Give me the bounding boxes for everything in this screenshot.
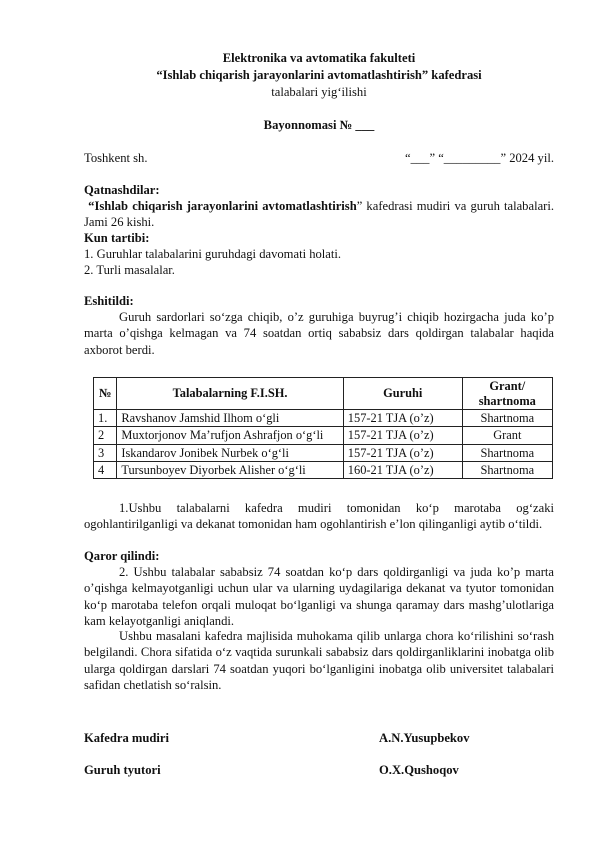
decision-paragraph-2: 2. Ushbu talabalar sababsiz 74 soatdan ko‘p dars qoldirganligi va juda ko’p marta o’qishga kelmayotganligi uchun ular va ularning uydagilariga dekanat va tyutor tomonidan ko‘p marotaba telefon orqali muloqat bo‘lganligi va shunga qaramay dars mashg’ulotlariga kam kelayotganligi aniqlandi. [84, 565, 554, 629]
cell-number: 1. [94, 410, 117, 427]
decision-paragraph-3: Ushbu masalani kafedra majlisida muhokama qilib unlarga chora ko‘rilishini so‘rash belgilandi. Chora sifatida o‘z vaqtida surunkali sababsiz dars qoldirganliklarini inobatga olib ularga qoldirgan darslari 74 soatdan yuqori bo‘lganligini inobatga olib universitet talabalari safidan chetlatish so‘ralsin. [84, 629, 554, 693]
signature-role: Kafedra mudiri [84, 731, 170, 745]
paragraph-1: 1.Ushbu talabalarni kafedra mudiri tomonidan ko‘p marotaba og‘zaki ogohlantirilganligi va dekanat tomonidan ham ogohlantirish e’lon qilinganligi aytib o‘tildi. [84, 501, 554, 532]
signature-row-head [84, 730, 554, 746]
col-header-group: Guruhi [343, 378, 462, 410]
cell-group: 157-21 TJA (o’z) [343, 410, 462, 427]
cell-name: Ravshanov Jamshid Ilhom o‘gli [117, 410, 343, 427]
table-row [94, 461, 553, 478]
cell-name: Iskandarov Jonibek Nurbek o‘g‘li [117, 444, 343, 461]
participants-text [84, 198, 554, 231]
place-date-row [84, 150, 554, 166]
cell-number: 3 [94, 444, 117, 461]
table-row [94, 427, 553, 444]
signature-name: A.N.Yusupbekov [379, 731, 470, 745]
table-header-row [94, 378, 553, 410]
participants-rest: ” kafedrasi mudiri va guruh talabalari. Jami 26 kishi. [84, 199, 555, 230]
col-header-number: № [94, 378, 117, 410]
meeting-subtitle: talabalari yig‘ilishi [271, 85, 367, 99]
heard-text: Guruh sardorlari so‘zga chiqib, o’z guruhiga buyrug’i chiqib hozirgacha juda ko’p marta o’qishga kelmagan va 74 soatdan ortiq sababsiz dars qoldirgan talabalar haqida axborot berdi. [84, 310, 554, 357]
protocol-title: Bayonnomasi № ___ [263, 118, 375, 132]
faculty-title: Elektronika va avtomatika fakulteti [222, 51, 416, 65]
col-header-name: Talabalarning F.I.SH. [117, 378, 343, 410]
department-name-bold: “Ishlab chiqarish jarayonlarini avtomatlashtirish [88, 199, 357, 213]
heard-label: Eshitildi: [84, 294, 134, 308]
decision-label: Qaror qilindi: [84, 549, 160, 563]
col-header-grant: Grant/ shartnoma [462, 378, 552, 410]
agenda-item-1: 1. Guruhlar talabalarini guruhdagi davomati holati. [84, 247, 342, 261]
participants-label: Qatnashdilar: [84, 183, 160, 197]
cell-number: 4 [94, 461, 117, 478]
date-text: “___” “_________” 2024 yil. [405, 151, 554, 165]
cell-name: Muxtorjonov Ma’rufjon Ashrafjon o‘g‘li [117, 427, 343, 444]
students-table [93, 377, 553, 479]
department-title: “Ishlab chiqarish jarayonlarini avtomatlashtirish” kafedrasi [156, 68, 482, 82]
cell-group: 160-21 TJA (o’z) [343, 461, 462, 478]
table-row [94, 410, 553, 427]
table-row [94, 444, 553, 461]
signature-role: Guruh tyutori [84, 763, 161, 777]
agenda-label: Kun tartibi: [84, 231, 150, 245]
agenda-item-2: 2. Turli masalalar. [84, 263, 175, 277]
cell-grant: Shartnoma [462, 461, 552, 478]
place-text: Toshkent sh. [84, 151, 148, 165]
cell-group: 157-21 TJA (o’z) [343, 427, 462, 444]
cell-grant: Shartnoma [462, 410, 552, 427]
cell-grant: Grant [462, 427, 552, 444]
signature-name: O.X.Qushoqov [379, 763, 459, 777]
cell-name: Tursunboyev Diyorbek Alisher o‘g‘li [117, 461, 343, 478]
cell-group: 157-21 TJA (o’z) [343, 444, 462, 461]
cell-number: 2 [94, 427, 117, 444]
cell-grant: Shartnoma [462, 444, 552, 461]
signature-row-tutor [84, 762, 554, 778]
